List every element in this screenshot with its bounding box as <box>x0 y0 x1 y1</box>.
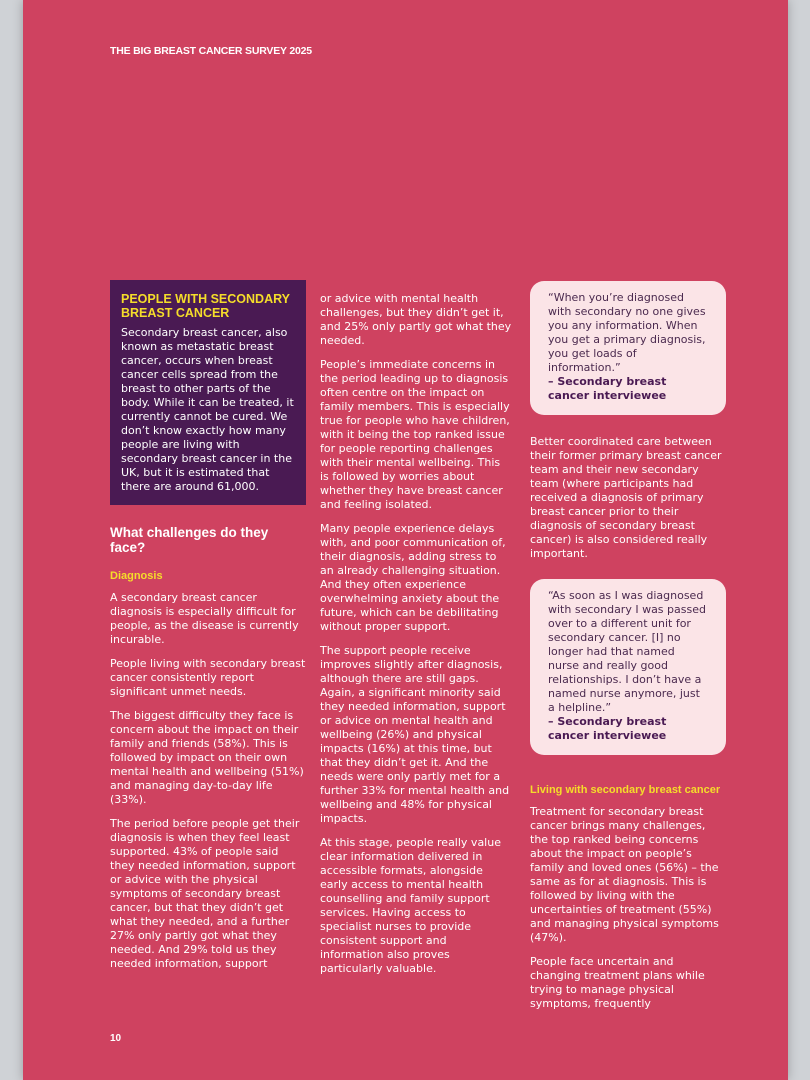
page-number: 10 <box>110 1033 122 1044</box>
running-head: THE BIG BREAST CANCER SURVEY 2025 <box>110 45 312 57</box>
paragraph: Many people experience delays with, and poor communication of, their diagnosis, adding stress to an already challenging situation. And they often experience overwhelming anxiety about the future, which can be debilitating without proper support. <box>320 522 506 633</box>
quote-attribution: – Secondary breast cancer interviewee <box>548 375 667 402</box>
column-2 <box>320 292 512 986</box>
column-3 <box>530 281 726 1021</box>
paragraph: Better coordinated care between their former primary breast cancer team and their new secondary team (where participants had received a diagnosis of primary breast cancer prior to their diagnosis of secondary breast cancer) is also considered really important. <box>530 435 722 560</box>
subheading-living-with: Living with secondary breast cancer <box>530 784 721 796</box>
subheading-diagnosis: Diagnosis <box>110 570 163 582</box>
info-box-text: Secondary breast cancer, also known as metastatic breast cancer, occurs when breast cancer cells spread from the breast to other parts of the body. While it can be treated, it currently cannot be cured. We don’t know exactly how many people are living with secondary breast cancer in the UK, but it is estimated that there are around 61,000. <box>121 326 294 493</box>
paragraph: The period before people get their diagnosis is when they feel least supported. 43% of people said they needed information, support or advice with the physical symptoms of secondary breast cancer, but that they didn’t get what they needed, and a further 27% only partly got what they needed. And 29% told us they needed information, support <box>110 817 300 970</box>
paragraph: Treatment for secondary breast cancer brings many challenges, the top ranked being concerns about the impact on people’s family and loved ones (56%) – the same as for at diagnosis. This is followed by living with the uncertainties of treatment (55%) and managing physical symptoms (47%). <box>530 805 719 944</box>
paragraph: People’s immediate concerns in the period leading up to diagnosis often centre on the impact on family members. This is especially true for people who have children, with it being the top ranked issue for people reporting challenges with their mental wellbeing. This is followed by worries about whether they have breast cancer and feeling isolated. <box>320 358 510 511</box>
info-box <box>110 280 306 505</box>
quote-attribution: – Secondary breast cancer interviewee <box>548 715 667 742</box>
paragraph: The support people receive improves slightly after diagnosis, although there are still gaps. Again, a significant minority said they needed information, support or advice on mental health and wellbeing (26%) and physical impacts (16%) at this time, but that they didn’t get it. And the needs were only partly met for a further 33% for mental health and wellbeing and 48% for physical impacts. <box>320 644 510 825</box>
quote-text: “When you’re diagnosed with secondary no one gives you any information. When you get a primary diagnosis, you get loads of information.” <box>548 291 706 374</box>
quote-box <box>530 281 726 415</box>
paragraph: A secondary breast cancer diagnosis is especially difficult for people, as the disease is currently incurable. <box>110 591 299 646</box>
quote-box <box>530 579 726 755</box>
paragraph: or advice with mental health challenges, but they didn’t get it, and 25% only partly got what they needed. <box>320 292 512 347</box>
info-box-title: PEOPLE WITH SECONDARY BREAST CANCER <box>121 292 290 320</box>
quote-text: “As soon as I was diagnosed with secondary I was passed over to a different unit for secondary cancer. [I] no longer had that named nurse and really good relationships. I don’t have a named nurse anymore, just a helpline.” <box>548 589 706 714</box>
column-1 <box>110 280 306 981</box>
paragraph: People living with secondary breast cancer consistently report significant unmet needs. <box>110 657 306 698</box>
section-heading: What challenges do they face? <box>110 525 269 555</box>
paragraph: People face uncertain and changing treatment plans while trying to manage physical symptoms, frequently <box>530 955 705 1010</box>
paragraph: At this stage, people really value clear information delivered in accessible formats, alongside early access to mental health counselling and family support services. Having access to specialist nurses to provide consistent support and information also proves particularly valuable. <box>320 836 501 975</box>
document-page <box>23 0 788 1080</box>
paragraph: The biggest difficulty they face is concern about the impact on their family and friends (58%). This is followed by impact on their own mental health and wellbeing (51%) and managing day-to-day life (33%). <box>110 709 304 806</box>
